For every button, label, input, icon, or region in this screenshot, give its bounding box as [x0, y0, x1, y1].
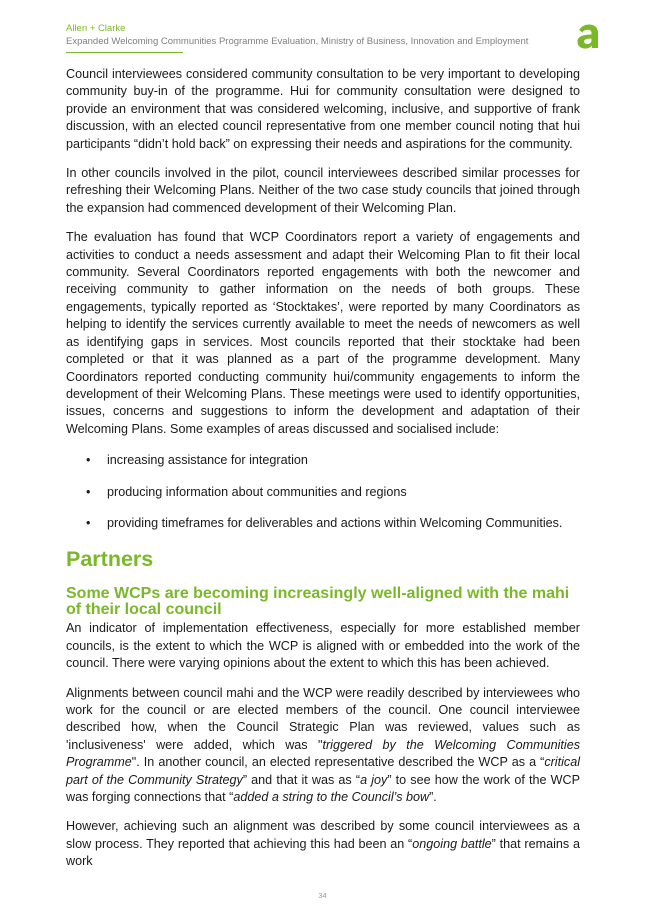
paragraph: The evaluation has found that WCP Coordinators report a variety of engagements and activities to conduct a needs assessment and adapt their Welcoming Plan to fit their local community. Several Coordinators reported engagements with both the newcomer and receiving community to gather information on the needs of both groups. These engagements, typically reported as ‘Stocktakes’, were reported by many Coordinators as helping to identify the services currently available to meet the needs of newcomers as well as identifying gaps in services. Most councils reported that their stocktake had been completed or that it was planned as a part of the programme development. Many Coordinators reported conducting community hui/community engagements to inform the development of their Welcoming Plans. These meetings were used to identify opportunities, issues, concerns and suggestions to inform the development and adaptation of their Welcoming Plans. Some examples of areas discussed and socialised include: — [66, 230, 580, 436]
header-rule — [66, 52, 183, 53]
paragraph: Council interviewees considered community consultation to be very important to developing community buy-in of the programme. Hui for community consultation were designed to provide an environment that was considered welcoming, inclusive, and supportive of frank discussion, with an elected council representative from one member council noting that hui participants “didn’t hold back” on expressing their needs and aspirations for the community. — [66, 67, 580, 151]
quote-italic: ongoing battle — [412, 836, 492, 851]
text-run: ” and that it was as “ — [242, 772, 361, 787]
quote-italic: triggered by the Welcoming Communities Programme — [66, 737, 580, 770]
list-item-text: providing timeframes for deliverables and actions within Welcoming Communities. — [107, 515, 563, 530]
quote-italic: critical part of the Community Strategy — [66, 755, 580, 787]
section-heading: Partners — [66, 547, 154, 572]
brand-name: Allen + Clarke — [66, 23, 126, 34]
page-content — [66, 66, 580, 871]
bullet-marker: • — [86, 484, 91, 499]
bullet-list — [66, 452, 580, 532]
document-subtitle: Expanded Welcoming Communities Programme Evaluation, Ministry of Business, Innovation and Employment — [66, 36, 529, 47]
text-run: ". In another council, an elected representative described the WCP as a “ — [131, 755, 545, 770]
bullet-marker: • — [86, 515, 91, 530]
paragraph: An indicator of implementation effectiveness, especially for more established member councils, is the extent to which the WCP is aligned with or embedded into the work of the council. There were varying opinions about the extent to which this has been achieved. — [66, 621, 580, 671]
quote-italic: a joy — [360, 772, 388, 787]
list-item — [66, 452, 580, 469]
bullet-marker: • — [86, 453, 91, 468]
text-run: Alignments between council mahi and the WCP were readily described by interviewees who work for the council or are elected members of the council. One council interviewee described how, when the Council Strategic Plan was reviewed, values such as 'inclusiveness' were added, which was " — [66, 685, 580, 752]
subsection-heading: Some WCPs are becoming increasingly well-aligned with the mahi of their local council — [66, 585, 570, 619]
text-run: ” that remains a work — [66, 836, 580, 869]
list-item — [66, 484, 580, 501]
paragraph: In other councils involved in the pilot, council interviewees described similar processes for refreshing their Welcoming Plans. Neither of the two case study councils that joined through the expansion had commenced development of their Welcoming Plan. — [66, 166, 580, 215]
text-run: ” to see how the work of the WCP was forging connections that “ — [66, 772, 580, 804]
allen-clarke-logo-icon — [575, 23, 602, 50]
page-number: 34 — [318, 891, 327, 900]
paragraph — [66, 685, 580, 807]
page-header — [66, 22, 529, 53]
list-item-text: producing information about communities and regions — [107, 484, 407, 499]
quote-italic: added a string to the Council’s bow — [233, 790, 430, 804]
text-run: ”. — [429, 790, 437, 804]
list-item-text: increasing assistance for integration — [107, 453, 308, 468]
text-run: However, achieving such an alignment was described by some council interviewees as a slow process. They reported that achieving this had been an “ — [66, 819, 580, 851]
paragraph — [66, 818, 580, 870]
list-item — [66, 515, 580, 532]
